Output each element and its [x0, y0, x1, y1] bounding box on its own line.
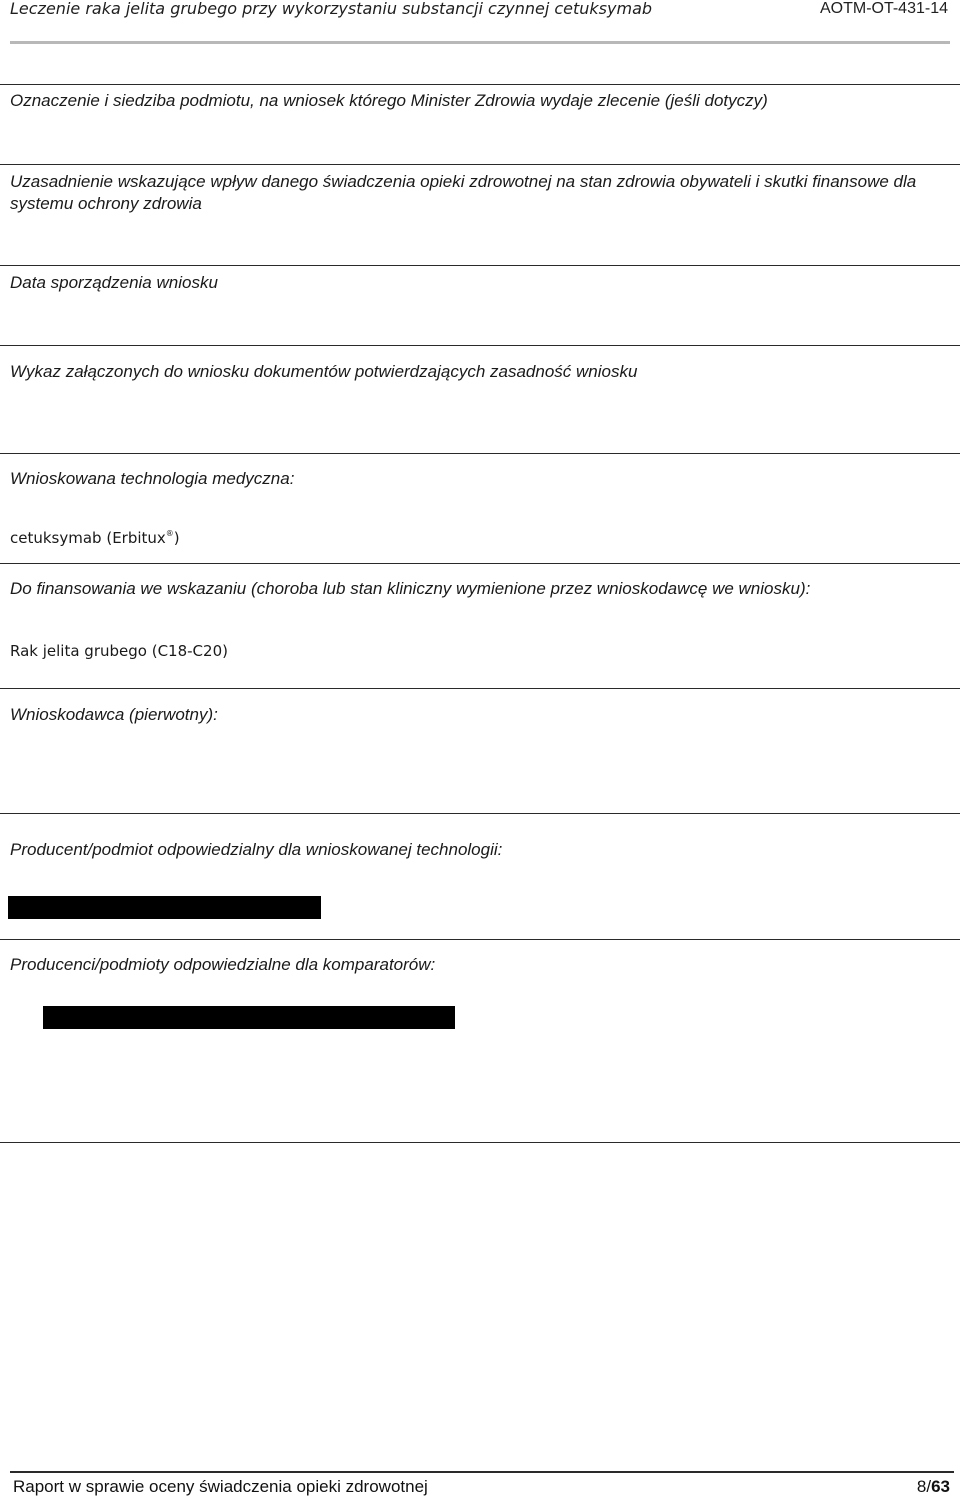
technology-value [10, 524, 180, 548]
application-date-label: Data sporządzenia wniosku [10, 273, 218, 292]
ordering-entity-label: Oznaczenie i siedziba podmiotu, na wniosek którego Minister Zdrowia wydaje zlecenie (jeśli dotyczy) [10, 91, 768, 110]
section-divider [0, 688, 960, 689]
footer-divider [10, 1471, 954, 1473]
section-divider [0, 345, 960, 346]
running-header-title: Leczenie raka jelita grubego przy wykorzystaniu substancji czynnej cetuksymab [10, 0, 653, 18]
indication-value: Rak jelita grubego (C18-C20) [10, 642, 228, 660]
technology-label: Wnioskowana technologia medyczna: [10, 469, 295, 488]
section-divider [0, 453, 960, 454]
applicant-label: Wnioskodawca (pierwotny): [10, 705, 218, 724]
technology-name: cetuksymab (Erbitux [10, 529, 166, 547]
section-divider [0, 84, 960, 85]
justification-label: Uzasadnienie wskazujące wpływ danego świadczenia opieki zdrowotnej na stan zdrowia obywateli i skutki finansowe dla systemu ochrony zdrowia [10, 172, 917, 213]
section-divider [0, 939, 960, 940]
section-divider [0, 813, 960, 814]
page-current: 8 [916, 1477, 927, 1496]
document-code: AOTM-OT-431-14 [819, 0, 948, 17]
section-divider [0, 164, 960, 165]
footer-title: Raport w sprawie oceny świadczenia opieki zdrowotnej [13, 1477, 428, 1496]
indication-label: Do finansowania we wskazaniu (choroba lub stan kliniczny wymienione przez wnioskodawcę we wniosku): [10, 579, 811, 598]
page-separator: / [926, 1477, 932, 1496]
section-divider [0, 563, 960, 564]
section-divider [0, 1142, 960, 1143]
trademark-symbol: ® [165, 529, 174, 538]
page-number [917, 1477, 950, 1497]
technology-name-end: ) [173, 529, 180, 547]
page-total: 63 [931, 1477, 950, 1496]
attached-documents-label: Wykaz załączonych do wniosku dokumentów potwierdzających zasadność wniosku [10, 362, 638, 381]
redaction-bar [43, 1006, 455, 1029]
comparator-producers-label: Producenci/podmioty odpowiedzialne dla komparatorów: [10, 955, 436, 974]
section-divider [0, 265, 960, 266]
producer-label: Producent/podmiot odpowiedzialny dla wnioskowanej technologii: [10, 840, 503, 859]
header-divider [10, 41, 950, 44]
redaction-bar [8, 896, 321, 919]
